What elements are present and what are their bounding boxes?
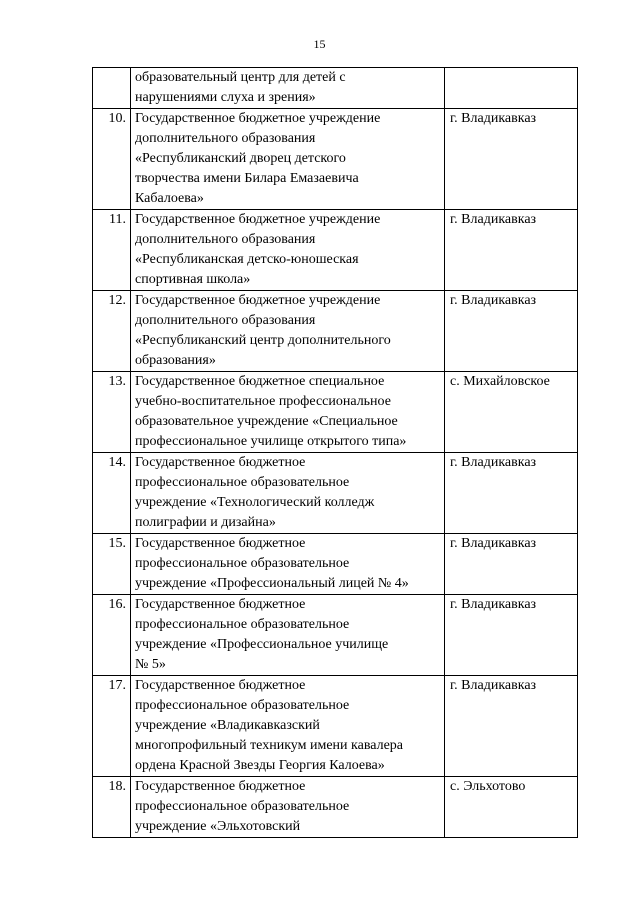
row-number-cell: 12. — [93, 291, 131, 372]
institution-name-line: Государственное бюджетное специальное — [135, 374, 385, 389]
institution-name-cell — [131, 676, 445, 777]
institution-name-line: спортивная школа» — [135, 272, 251, 287]
institution-name-line: учреждение «Эльхотовский — [135, 819, 301, 834]
institution-name-line: профессиональное образовательное — [135, 698, 350, 713]
institution-name-line: учреждение «Профессиональное училище — [135, 637, 389, 652]
institution-name-line: «Республиканская детско-юношеская — [135, 252, 359, 267]
location-cell: г. Владикавказ — [445, 595, 578, 676]
table-row — [93, 676, 578, 777]
table-row — [93, 210, 578, 291]
location-cell: г. Владикавказ — [445, 676, 578, 777]
institution-name-line: Кабалоева» — [135, 191, 204, 206]
row-number-cell: 18. — [93, 777, 131, 838]
institution-name-line: дополнительного образования — [135, 131, 316, 146]
institution-name-line: дополнительного образования — [135, 232, 316, 247]
institution-name-line: многопрофильный техникум имени кавалера — [135, 738, 404, 753]
institution-name-line: Государственное бюджетное — [135, 455, 306, 470]
table-row — [93, 453, 578, 534]
institution-name-cell — [131, 68, 445, 109]
row-number-cell: 16. — [93, 595, 131, 676]
institution-name-line: Государственное бюджетное — [135, 678, 306, 693]
institution-name-line: дополнительного образования — [135, 313, 316, 328]
institution-name-line: учреждение «Технологический колледж — [135, 495, 375, 510]
institution-name-line: Государственное бюджетное — [135, 779, 306, 794]
location-cell: г. Владикавказ — [445, 210, 578, 291]
institution-name-cell — [131, 109, 445, 210]
table-row — [93, 372, 578, 453]
institution-name-line: № 5» — [135, 657, 166, 672]
institution-name-line: профессиональное образовательное — [135, 475, 350, 490]
location-cell: г. Владикавказ — [445, 291, 578, 372]
location-cell: г. Владикавказ — [445, 109, 578, 210]
institution-name-cell — [131, 291, 445, 372]
table-row — [93, 534, 578, 595]
institution-name-line: ордена Красной Звезды Георгия Калоева» — [135, 758, 385, 773]
institution-name-line: образовательное учреждение «Специальное — [135, 414, 398, 429]
location-cell — [445, 68, 578, 109]
table-row — [93, 291, 578, 372]
institution-name-line: профессиональное училище открытого типа» — [135, 434, 407, 449]
institution-name-cell — [131, 777, 445, 838]
institution-name-line: учебно-воспитательное профессиональное — [135, 394, 391, 409]
institution-name-line: Государственное бюджетное учреждение — [135, 111, 381, 126]
institution-name-cell — [131, 453, 445, 534]
institution-name-line: образовательный центр для детей с — [135, 70, 346, 85]
institution-name-cell — [131, 210, 445, 291]
institution-name-line: учреждение «Профессиональный лицей № 4» — [135, 576, 409, 591]
row-number-cell: 15. — [93, 534, 131, 595]
institution-name-line: Государственное бюджетное — [135, 536, 306, 551]
location-cell: с. Эльхотово — [445, 777, 578, 838]
location-cell: г. Владикавказ — [445, 453, 578, 534]
row-number-cell: 17. — [93, 676, 131, 777]
institution-name-line: Государственное бюджетное учреждение — [135, 293, 381, 308]
institution-name-line: профессиональное образовательное — [135, 556, 350, 571]
institution-name-line: Государственное бюджетное — [135, 597, 306, 612]
institution-name-line: образования» — [135, 353, 216, 368]
institution-name-line: полиграфии и дизайна» — [135, 515, 276, 530]
location-cell: г. Владикавказ — [445, 534, 578, 595]
institution-name-line: «Республиканский центр дополнительного — [135, 333, 391, 348]
row-number-cell: 10. — [93, 109, 131, 210]
table-row — [93, 109, 578, 210]
table-row — [93, 777, 578, 838]
institution-name-line: нарушениями слуха и зрения» — [135, 90, 316, 105]
row-number-cell: 14. — [93, 453, 131, 534]
institution-name-cell — [131, 534, 445, 595]
row-number-cell — [93, 68, 131, 109]
institution-name-line: профессиональное образовательное — [135, 799, 350, 814]
table-body — [93, 68, 578, 838]
institution-name-line: учреждение «Владикавказский — [135, 718, 320, 733]
institution-name-cell — [131, 372, 445, 453]
institution-name-cell — [131, 595, 445, 676]
institution-name-line: профессиональное образовательное — [135, 617, 350, 632]
institutions-table — [92, 67, 578, 838]
table-row — [93, 68, 578, 109]
institution-name-line: Государственное бюджетное учреждение — [135, 212, 381, 227]
page-number: 15 — [313, 37, 326, 51]
institution-name-line: «Республиканский дворец детского — [135, 151, 346, 166]
table-row — [93, 595, 578, 676]
row-number-cell: 11. — [93, 210, 131, 291]
location-cell: с. Михайловское — [445, 372, 578, 453]
institution-name-line: творчества имени Билара Емазаевича — [135, 171, 359, 186]
row-number-cell: 13. — [93, 372, 131, 453]
